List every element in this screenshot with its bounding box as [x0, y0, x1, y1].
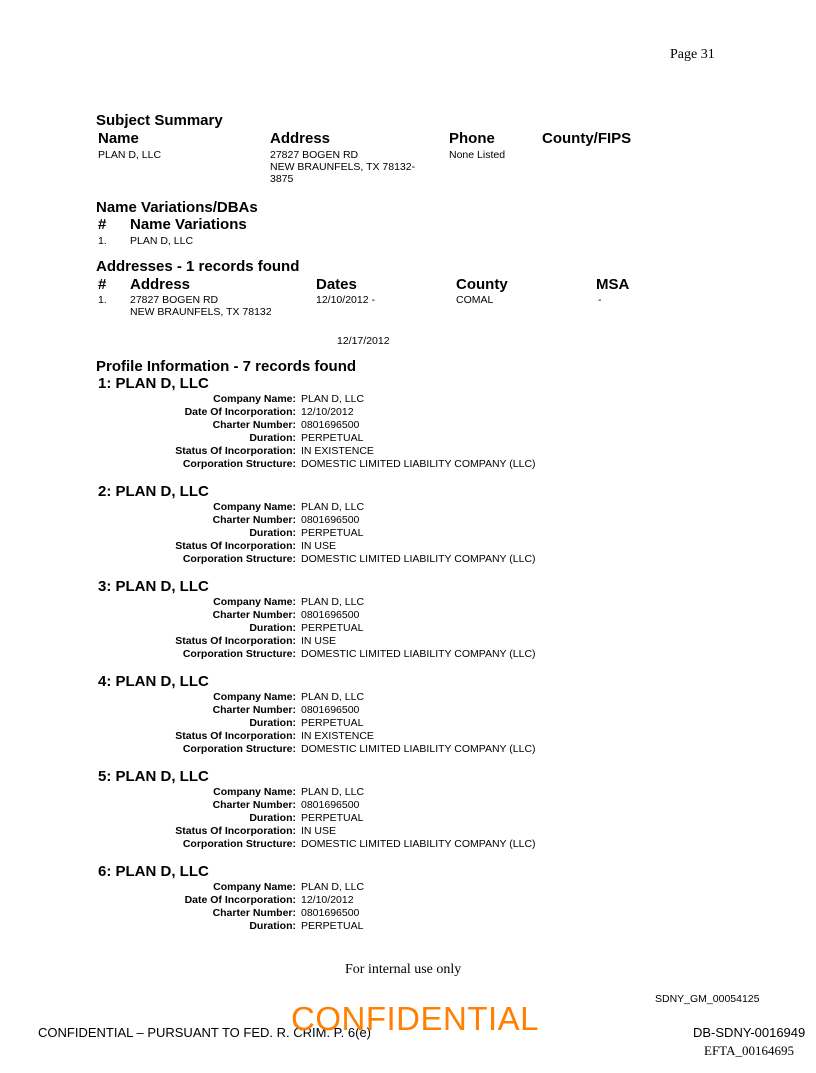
field-value: PERPETUAL [301, 717, 364, 729]
record-title: 5: PLAN D, LLC [98, 768, 209, 785]
field-label: Corporation Structure: [182, 458, 296, 470]
record-title: 2: PLAN D, LLC [98, 483, 209, 500]
field-value: PLAN D, LLC [301, 393, 365, 405]
confidential-notice: CONFIDENTIAL – PURSUANT TO FED. R. CRIM. P. 6(e) [38, 1025, 372, 1040]
subject-summary-title: Subject Summary [96, 112, 223, 129]
field-label: Company Name: [213, 501, 296, 513]
name-variations-title: Name Variations/DBAs [96, 199, 258, 216]
field-label: Corporation Structure: [182, 838, 296, 850]
address-column-header: Address [270, 130, 331, 147]
field-label: Company Name: [213, 596, 296, 608]
field-value: 0801696500 [301, 609, 360, 621]
field-label: Duration: [249, 812, 296, 824]
field-value: IN USE [301, 635, 337, 647]
field-label: Charter Number: [212, 514, 296, 526]
subject-phone: None Listed [449, 149, 506, 161]
field-value: 0801696500 [301, 799, 360, 811]
addresses-title: Addresses - 1 records found [96, 258, 300, 275]
record-title: 4: PLAN D, LLC [98, 673, 209, 690]
field-label: Company Name: [213, 786, 296, 798]
address-line: NEW BRAUNFELS, TX 78132- [270, 161, 416, 173]
field-value: DOMESTIC LIMITED LIABILITY COMPANY (LLC) [301, 743, 536, 755]
field-label: Status Of Incorporation: [175, 825, 296, 837]
field-label: Charter Number: [212, 419, 296, 431]
field-label: Status Of Incorporation: [175, 635, 296, 647]
confidential-stamp: CONFIDENTIAL [291, 1000, 540, 1037]
field-label: Corporation Structure: [182, 743, 296, 755]
date-start: 12/10/2012 - [316, 294, 375, 306]
field-label: Company Name: [213, 881, 296, 893]
field-label: Date Of Incorporation: [184, 406, 296, 418]
field-label: Date Of Incorporation: [184, 894, 296, 906]
field-label: Status Of Incorporation: [175, 730, 296, 742]
internal-use-note: For internal use only [345, 962, 462, 977]
subject-address [270, 149, 415, 185]
phone-column-header: Phone [449, 130, 495, 147]
county-column-header: County/FIPS [542, 130, 632, 147]
field-label: Duration: [249, 622, 296, 634]
subject-name: PLAN D, LLC [98, 149, 162, 161]
num-column-header: # [98, 216, 107, 233]
field-label: Duration: [249, 432, 296, 444]
field-value: DOMESTIC LIMITED LIABILITY COMPANY (LLC) [301, 648, 536, 660]
record-title: 6: PLAN D, LLC [98, 863, 209, 880]
field-label: Status Of Incorporation: [175, 445, 296, 457]
field-label: Company Name: [213, 393, 296, 405]
address-line: 27827 BOGEN RD [130, 294, 219, 306]
field-value: DOMESTIC LIMITED LIABILITY COMPANY (LLC) [301, 838, 536, 850]
date-end: 12/17/2012 [337, 335, 390, 347]
field-value: 0801696500 [301, 704, 360, 716]
profile-title: Profile Information - 7 records found [96, 358, 357, 375]
record-title: 1: PLAN D, LLC [98, 375, 209, 392]
bates-gm: SDNY_GM_00054125 [655, 993, 760, 1005]
address-line: NEW BRAUNFELS, TX 78132 [130, 306, 272, 318]
record-title: 3: PLAN D, LLC [98, 578, 209, 595]
field-label: Status Of Incorporation: [175, 540, 296, 552]
field-label: Charter Number: [212, 799, 296, 811]
field-value: PLAN D, LLC [301, 691, 365, 703]
msa-value: - [598, 294, 602, 306]
field-value: PERPETUAL [301, 622, 364, 634]
bates-efta: EFTA_00164695 [704, 1043, 794, 1058]
field-label: Duration: [249, 527, 296, 539]
field-label: Charter Number: [212, 609, 296, 621]
page-number: Page 31 [670, 47, 715, 62]
address-cell [130, 294, 272, 318]
field-label: Duration: [249, 920, 296, 932]
field-label: Corporation Structure: [182, 648, 296, 660]
field-value: PLAN D, LLC [301, 596, 365, 608]
field-value: 12/10/2012 [301, 894, 354, 906]
county-column-header: County [456, 276, 508, 293]
dates-column-header: Dates [316, 276, 357, 293]
field-value: IN EXISTENCE [301, 730, 374, 742]
field-value: IN EXISTENCE [301, 445, 374, 457]
field-value: PLAN D, LLC [301, 881, 365, 893]
field-value: 0801696500 [301, 419, 360, 431]
field-value: PERPETUAL [301, 527, 364, 539]
name-variation: PLAN D, LLC [130, 235, 194, 247]
address-column-header: Address [130, 276, 191, 293]
row-number: 1. [98, 235, 107, 247]
field-value: PLAN D, LLC [301, 786, 365, 798]
address-line: 27827 BOGEN RD [270, 149, 359, 161]
field-label: Corporation Structure: [182, 553, 296, 565]
field-value: 0801696500 [301, 514, 360, 526]
field-value: PERPETUAL [301, 920, 364, 932]
field-value: DOMESTIC LIMITED LIABILITY COMPANY (LLC) [301, 458, 536, 470]
field-value: 12/10/2012 [301, 406, 354, 418]
bates-db: DB-SDNY-0016949 [693, 1025, 806, 1040]
field-value: PERPETUAL [301, 812, 364, 824]
field-label: Charter Number: [212, 704, 296, 716]
row-number: 1. [98, 294, 107, 306]
field-label: Company Name: [213, 691, 296, 703]
address-line: 3875 [270, 173, 294, 185]
field-value: PLAN D, LLC [301, 501, 365, 513]
field-value: IN USE [301, 540, 337, 552]
field-label: Charter Number: [212, 907, 296, 919]
field-value: 0801696500 [301, 907, 360, 919]
field-value: DOMESTIC LIMITED LIABILITY COMPANY (LLC) [301, 553, 536, 565]
county-value: COMAL [456, 294, 494, 306]
name-column-header: Name [98, 130, 139, 147]
field-value: PERPETUAL [301, 432, 364, 444]
field-value: IN USE [301, 825, 337, 837]
num-column-header: # [98, 276, 107, 293]
field-label: Duration: [249, 717, 296, 729]
name-variations-column-header: Name Variations [130, 216, 247, 233]
msa-column-header: MSA [596, 276, 630, 293]
